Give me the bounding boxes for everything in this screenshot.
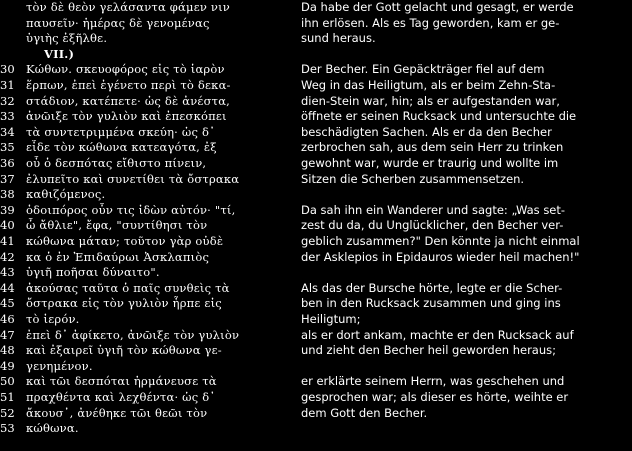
german-line: der Asklepios in Epidauros wieder heil machen!" [301, 249, 580, 264]
german-line: ben in den Rucksack zusammen und ging ins [301, 296, 561, 311]
greek-line [0, 47, 290, 61]
german-line: geblich zusammen?" Den könnte ja nicht einmal [301, 234, 580, 248]
greek-line-text: καὶ ἐξαιρεῖ ὑγιῆ τὸν κώθωνα γε- [26, 343, 222, 358]
line-number: 47 [0, 327, 15, 342]
greek-line [0, 374, 290, 388]
line-number: 32 [0, 93, 15, 108]
german-line: Heiligtum; [301, 312, 361, 326]
german-line: dien-Stein war, hin; als er aufgestanden war, [301, 93, 560, 108]
line-number: 41 [0, 234, 15, 248]
greek-line-text: καθιζόμενος. [26, 187, 106, 202]
german-line: beschädigten Sachen. Als er da den Becher [301, 124, 552, 139]
greek-line [0, 172, 290, 186]
greek-line-text: κώθωνα μάταν; τοῦτον γὰρ οὐδὲ [26, 234, 224, 248]
german-line: gesprochen war; als dieser es hörte, weihte er [301, 390, 569, 404]
greek-line-text: κα ὁ ἐν Ἐπιδαύρωι Ἀσκλαπιὸς [26, 249, 210, 264]
line-number: 35 [0, 140, 15, 155]
german-line: Der Becher. Ein Gepäckträger fiel auf dem [301, 62, 545, 77]
greek-line-text: ὑγιῆ ποῆσαι δύναιτο". [26, 265, 160, 280]
greek-line-text: ἕρπων, ἐπεὶ ἐγένετο περὶ τὸ δεκα- [26, 78, 231, 92]
line-number: 31 [0, 78, 15, 92]
german-line: Sitzen die Scherben zusammensetzen. [301, 171, 525, 186]
german-line [301, 265, 632, 279]
german-line: gewohnt war, wurde er traurig und wollte im [301, 156, 559, 170]
german-line [301, 421, 632, 435]
section-heading: VII.) [44, 46, 75, 61]
german-line: er erklärte seinem Herrn, was geschehen und [301, 374, 565, 389]
line-number: 42 [0, 249, 15, 264]
line-number: 45 [0, 296, 15, 311]
greek-line [0, 265, 290, 279]
german-line [301, 359, 632, 373]
line-number: 44 [0, 280, 15, 295]
greek-line [0, 140, 290, 154]
greek-line [0, 359, 290, 373]
greek-line [0, 218, 290, 232]
line-number: 37 [0, 171, 15, 186]
line-number: 53 [0, 421, 15, 436]
greek-line-text: καὶ τῶι δεσπόται ἡρμάνευσε τὰ [26, 374, 217, 389]
greek-line-text: τὸ ἱερόν. [26, 312, 80, 326]
line-number: 51 [0, 390, 15, 404]
line-number: 34 [0, 124, 15, 139]
greek-line [0, 328, 290, 342]
german-line: zest du da, du Unglücklicher, den Becher ver- [301, 218, 564, 233]
greek-line-text: εἶδε τὸν κώθωνα κατεαγότα, ἐξ [26, 140, 217, 155]
greek-line [0, 16, 290, 30]
line-number: 43 [0, 265, 15, 280]
greek-line-text: ὁδοιπόρος οὖν τις ἰδὼν αὐτόν· "τί, [26, 202, 236, 217]
greek-line-text: πραχθέντα καὶ λεχθέντα· ὡς δ᾽ [26, 390, 216, 404]
line-number: 50 [0, 374, 15, 389]
greek-line-text: τὸν δὲ θεὸν γελάσαντα φάμεν νιν [26, 0, 230, 14]
german-line: Da sah ihn ein Wanderer und sagte: „Was set- [301, 202, 566, 217]
greek-line [0, 406, 290, 420]
greek-line [0, 343, 290, 357]
german-line: Weg in das Heiligtum, als er beim Zehn-Sta- [301, 78, 556, 92]
greek-line-text: στάδιον, κατέπετε· ὡς δὲ ἀνέστα, [26, 93, 231, 108]
greek-line [0, 62, 290, 76]
greek-line-text: κώθωνα. [26, 421, 79, 436]
greek-line-text: Κώθων. σκευοφόρος εἰς τὸ ἱαρὸν [26, 62, 225, 77]
greek-line [0, 312, 290, 326]
german-line: dem Gott den Becher. [301, 405, 428, 420]
greek-line [0, 0, 290, 14]
greek-line [0, 125, 290, 139]
greek-line-text: παυσεῖν· ἡμέρας δὲ γενομένας [26, 15, 210, 30]
greek-line [0, 187, 290, 201]
german-line: und zieht den Becher heil geworden heraus; [301, 343, 557, 358]
line-number: 40 [0, 218, 15, 233]
greek-line [0, 94, 290, 108]
greek-line [0, 31, 290, 45]
line-number: 49 [0, 358, 15, 373]
greek-line-text: τὰ συντετριμμένα σκεύη· ὡς δ᾽ [26, 124, 216, 139]
german-line [301, 47, 632, 61]
greek-line-text: οὗ ὁ δεσπότας εἴθιστο πίνειν, [26, 156, 207, 170]
line-number: 36 [0, 156, 15, 170]
line-number: 33 [0, 109, 15, 124]
line-number: 39 [0, 202, 15, 217]
greek-line [0, 234, 290, 248]
greek-line-text: ἄκουσ᾽, ἀνέθηκε τῶι θεῶι τὸν [26, 405, 208, 420]
greek-line-text: ἐλυπεῖτο καὶ συνετίθει τὰ ὄστρακα [26, 171, 240, 186]
greek-line [0, 109, 290, 123]
greek-line-text: γενημένον. [26, 358, 93, 373]
german-line: sund heraus. [301, 31, 376, 46]
greek-line [0, 281, 290, 295]
line-number: 48 [0, 343, 15, 358]
greek-line-text: ὑγιὴς ἐξῆλθε. [26, 31, 108, 46]
german-line: als er dort ankam, machte er den Rucksack auf [301, 327, 574, 342]
german-line: öffnete er seinen Rucksack und untersuchte die [301, 109, 577, 124]
greek-line [0, 421, 290, 435]
german-line: Als das der Bursche hörte, legte er die Scher- [301, 280, 563, 295]
greek-line [0, 78, 290, 92]
greek-line [0, 250, 290, 264]
greek-line-text: ὦ ἄθλιε", ἔφα, "συντίθησι τὸν [26, 218, 208, 233]
german-line: Da habe der Gott gelacht und gesagt, er werde [301, 0, 574, 14]
german-line: zerbrochen sah, aus dem sein Herr zu trinken [301, 140, 564, 155]
line-number: 38 [0, 187, 15, 202]
greek-line-text: ἐπεὶ δ᾽ ἀφίκετο, ἀνῶιξε τὸν γυλιὸν [26, 327, 240, 342]
line-number: 52 [0, 405, 15, 420]
greek-line [0, 296, 290, 310]
german-line [301, 187, 632, 201]
greek-line [0, 203, 290, 217]
line-number: 30 [0, 62, 15, 77]
greek-line [0, 156, 290, 170]
greek-line-text: ἀνῶιξε τὸν γυλιὸν καὶ ἐπεσκόπει [26, 109, 227, 124]
greek-line-text: ἀκούσας ταῦτα ὁ παῖς συνθεὶς τὰ [26, 280, 230, 295]
german-line: ihn erlösen. Als es Tag geworden, kam er ge- [301, 15, 560, 30]
greek-line [0, 390, 290, 404]
line-number: 46 [0, 312, 15, 326]
greek-line-text: ὄστρακα εἰς τὸν γυλιὸν ἧρπε εἰς [26, 296, 222, 311]
